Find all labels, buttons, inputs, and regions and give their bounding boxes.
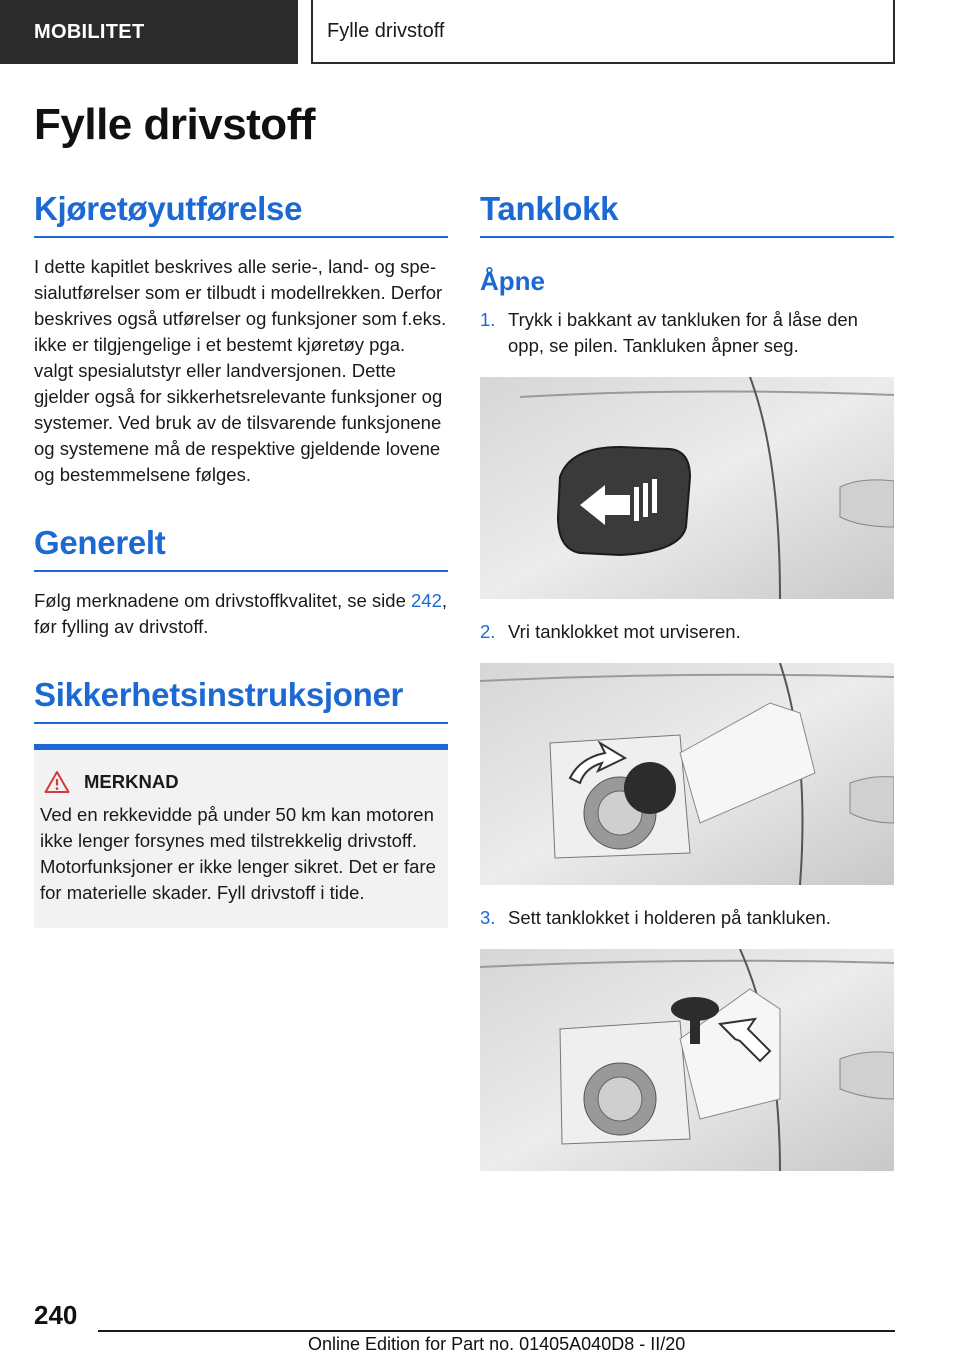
general-text-pre: Følg merknadene om drivstoffkvalitet, se side (34, 590, 412, 611)
section-general-title: Generelt (34, 524, 448, 572)
notice-label: MERKNAD (84, 771, 179, 792)
notice-text: Ved en rekkevidde på under 50 km kan motoren ikke lenger forsynes med tilstrekkelig drivstoff. Motorfunksjoner er ikke lenger sikret. Det er fare for materielle skader. Fyll drivstoff i tide. (40, 804, 436, 903)
page-reference-link[interactable]: 242 (411, 590, 442, 611)
right-column (480, 190, 894, 1191)
step-number: 1. (480, 309, 496, 330)
section-vehicle-version-text: I dette kapitlet beskrives alle serie-, land- og spesialutførelser som er tilbudt i modellrekken. Derfor beskrives også utførelser og funksjoner som f.eks. ikke er tilgjengelige i et bestemt kjøretøy pga. valgt spesialutstyr eller landversjonen. Dette gjelder også for sikkerhetsrelevante funksjoner og systemer. Ved bruk av de tilsvarende funksjonene og systemene må de respektive gjeldende lovene og bestemmelsene følges. (34, 256, 447, 485)
step-text: Vri tanklokket mot urviseren. (508, 621, 741, 642)
step-text: Sett tanklokket i holderen på tankluken. (508, 907, 831, 928)
left-column (34, 190, 448, 928)
warning-triangle-icon (44, 770, 70, 794)
fuel-cap-turn-illustration (480, 663, 894, 885)
section-vehicle-version-title: Kjøretøyutførelse (34, 190, 448, 238)
fuel-flap-press-illustration (480, 377, 894, 599)
step-item (480, 905, 894, 931)
section-fuel-cap-title: Tanklokk (480, 190, 894, 238)
footer-edition-text: Online Edition for Part no. 01405A040D8 - II/20 (308, 1334, 686, 1354)
steps-list (480, 619, 894, 645)
steps-list (480, 905, 894, 931)
page-number: 240 (34, 1300, 78, 1330)
fuel-cap-holder-illustration (480, 949, 894, 1171)
step-number: 3. (480, 907, 496, 928)
step-item (480, 307, 894, 359)
general-text-post: , før fylling av drivstoff. (34, 590, 448, 637)
header-chapter-title: Fylle drivstoff (327, 19, 445, 42)
notice-box (34, 744, 448, 928)
notice-header (40, 770, 440, 794)
subsection-open-title: Åpne (480, 266, 545, 296)
footer-divider (98, 1330, 895, 1332)
step-number: 2. (480, 621, 496, 642)
step-text: Trykk i bakkant av tankluken for å låse den opp, se pilen. Tankluken åpner seg. (508, 309, 858, 356)
steps-list (480, 307, 894, 359)
header-chapter-box (311, 0, 895, 64)
section-safety-title: Sikkerhetsinstruksjoner (34, 676, 448, 724)
section-general-text (34, 588, 448, 640)
header-section-tab (0, 0, 298, 64)
step-item (480, 619, 894, 645)
page-title: Fylle drivstoff (34, 100, 315, 149)
header-section-label: MOBILITET (34, 20, 145, 43)
